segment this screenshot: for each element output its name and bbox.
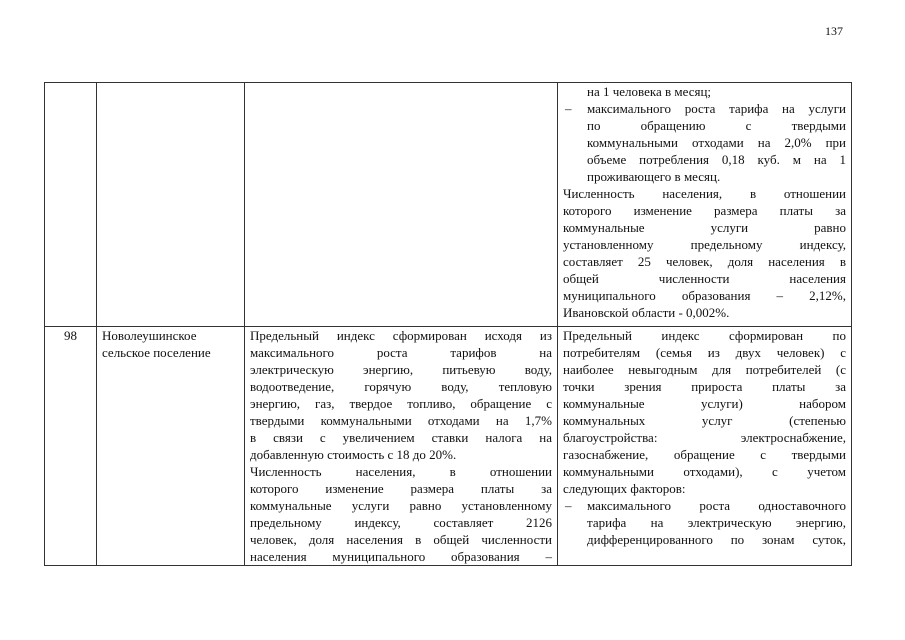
table-row xyxy=(45,83,852,327)
cell-details xyxy=(558,83,852,327)
text-line: коммунальными отходами на 2,0% при xyxy=(587,135,846,150)
text-line: по обращению с твердыми xyxy=(587,118,846,133)
list-item xyxy=(563,83,846,100)
text-line: коммунальными отходами), с учетом xyxy=(563,464,846,479)
text-line: Ивановской области - 0,002%. xyxy=(563,305,730,320)
text-line: Численность населения, в отношении xyxy=(250,464,552,479)
text-line: благоустройства: электроснабжение, xyxy=(563,430,846,445)
text-line: Предельный индекс сформирован по xyxy=(563,328,846,343)
text-line: электрическую энергию, питьевую воду, xyxy=(250,362,552,377)
text-line: сельское поселение xyxy=(102,345,211,360)
paragraph xyxy=(563,327,846,497)
text-line: газоснабжение, обращение с твердыми xyxy=(563,447,846,462)
text-line: Новолеушинское xyxy=(102,328,197,343)
text-line: потребителям (семья из двух человек) с xyxy=(563,345,846,360)
dash-marker: – xyxy=(565,498,572,513)
text-line: следующих факторов: xyxy=(563,481,686,496)
text-line: максимального роста тарифа на услуги xyxy=(587,101,846,116)
text-line: в связи с увеличением ставки налога на xyxy=(250,430,552,445)
text-line: добавленную стоимость с 18 до 20%. xyxy=(250,447,457,462)
cell-number: 98 xyxy=(45,327,97,566)
text-line: предельному индексу, составляет 2126 xyxy=(250,515,552,530)
text-line: коммунальные услуги равно xyxy=(563,220,846,235)
text-line: коммунальные услуги равно установленному xyxy=(250,498,552,513)
text-line: установленному предельному индексу, xyxy=(563,237,846,252)
table-row xyxy=(45,327,852,566)
text-line: проживающего в месяц. xyxy=(587,169,721,184)
text-line: на 1 человека в месяц; xyxy=(587,84,712,99)
text-line: точки зрения прироста платы за xyxy=(563,379,846,394)
text-line: населения муниципального образования – xyxy=(250,549,552,564)
paragraph xyxy=(250,463,552,565)
text-line: дифференцированного по зонам суток, xyxy=(587,532,846,547)
text-line: общей численности населения xyxy=(563,271,846,286)
text-line: объеме потребления 0,18 куб. м на 1 xyxy=(587,152,846,167)
data-table xyxy=(44,82,852,566)
cell-name xyxy=(97,327,245,566)
text-line: водоотведение, горячую воду, тепловую xyxy=(250,379,552,394)
text-line: которого изменение размера платы за xyxy=(250,481,552,496)
list-item xyxy=(563,100,846,185)
text-line: которого изменение размера платы за xyxy=(563,203,846,218)
bullet-list xyxy=(563,83,846,185)
list-item xyxy=(563,497,846,548)
page-number: 137 xyxy=(825,24,843,38)
text-line: Предельный индекс сформирован исходя из xyxy=(250,328,552,343)
bullet-list xyxy=(563,497,846,548)
text-line: энергию, газ, твердое топливо, обращение с xyxy=(250,396,552,411)
cell-name xyxy=(97,83,245,327)
text-line: коммунальных услуг (степенью xyxy=(563,413,846,428)
dash-marker: – xyxy=(565,101,572,116)
text-line: твердыми коммунальными отходами на 1,7% xyxy=(250,413,552,428)
text-line: максимального роста одноставочного xyxy=(587,498,846,513)
cell-number xyxy=(45,83,97,327)
text-line: составляет 25 человек, доля населения в xyxy=(563,254,846,269)
text-line: человек, доля населения в общей численности xyxy=(250,532,552,547)
paragraph xyxy=(563,185,846,321)
cell-description xyxy=(245,327,558,566)
text-line: наиболее невыгодным для потребителей (с xyxy=(563,362,846,377)
text-line: максимального роста тарифов на xyxy=(250,345,552,360)
text-line: муниципального образования – 2,12%, xyxy=(563,288,846,303)
cell-details xyxy=(558,327,852,566)
text-line: коммунальные услуги) набором xyxy=(563,396,846,411)
text-line: Численность населения, в отношении xyxy=(563,186,846,201)
paragraph xyxy=(250,327,552,463)
text-line: тарифа на электрическую энергию, xyxy=(587,515,846,530)
cell-description xyxy=(245,83,558,327)
